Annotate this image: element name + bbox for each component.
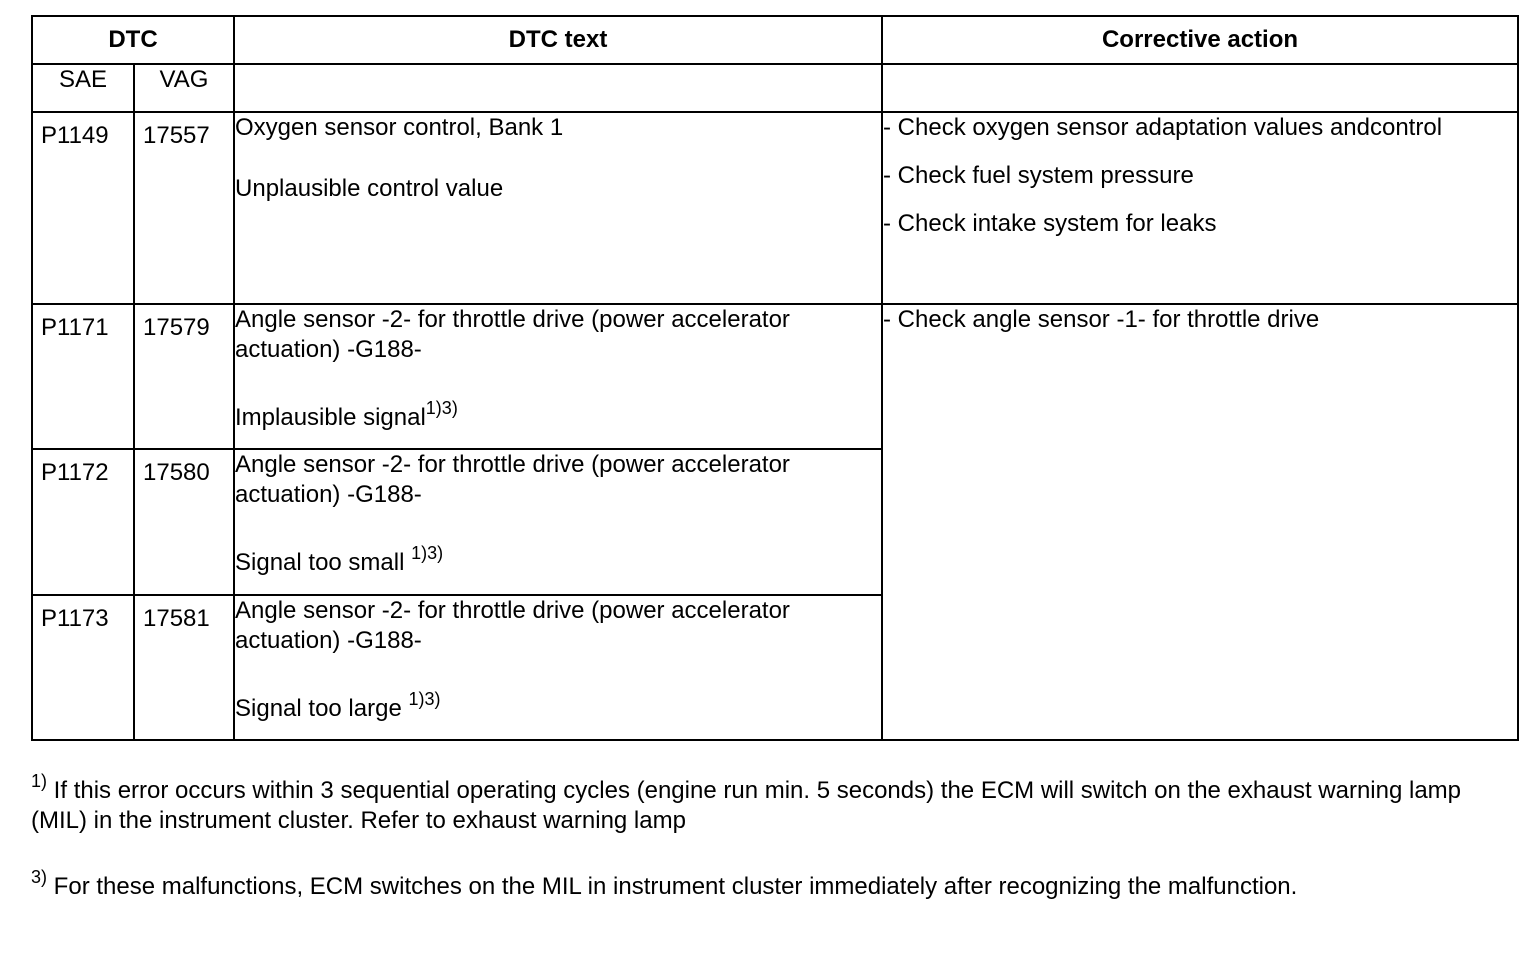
dtc-text-cell: [234, 595, 882, 740]
vag-cell: 17579: [134, 304, 234, 449]
sae-cell: P1173: [32, 595, 134, 740]
dtc-text-main: Angle sensor -2- for throttle drive (power accelerator actuation) -G188-: [235, 451, 790, 508]
footnotes: [31, 771, 1511, 902]
corrective-action-cell: [882, 304, 1518, 740]
vag-cell: 17580: [134, 449, 234, 595]
footnote-text: For these malfunctions, ECM switches on the MIL in instrument cluster immediately after recognizing the malfunction.: [47, 873, 1298, 900]
sae-cell: P1149: [32, 112, 134, 304]
dtc-text-cell: [234, 449, 882, 595]
footnote-mark: 3): [31, 867, 48, 887]
dtc-text-sub: Implausible signal$^{1)3)}$: [235, 398, 458, 431]
table-row: [32, 112, 1518, 304]
vag-cell: 17581: [134, 595, 234, 740]
vag-header: VAG: [134, 64, 234, 112]
action-item: - Check fuel system pressure: [883, 162, 1194, 189]
dtc-text-cell: [234, 112, 882, 304]
action-item: - Check intake system for leaks: [883, 210, 1217, 237]
footnote-mark: 1): [31, 771, 48, 791]
footnote-3: [31, 867, 1511, 902]
footnote-ref: 1)3): [408, 689, 441, 709]
empty-header-cell: [234, 64, 882, 112]
vag-cell: 17557: [134, 112, 234, 304]
dtc-text-main: Angle sensor -2- for throttle drive (power accelerator actuation) -G188-: [235, 597, 790, 654]
footnote-ref: 1)3): [411, 543, 444, 563]
table-subheader-row: [32, 64, 1518, 112]
footnote-1: [31, 771, 1511, 836]
dtc-text-main: Angle sensor -2- for throttle drive (power accelerator actuation) -G188-: [235, 306, 790, 363]
corrective-action-header: Corrective action: [882, 16, 1518, 64]
dtc-text-header: DTC text: [234, 16, 882, 64]
corrective-action-cell: [882, 112, 1518, 304]
dtc-table: [31, 15, 1519, 741]
sae-header: SAE: [32, 64, 134, 112]
dtc-text-cell: [234, 304, 882, 449]
dtc-header: DTC: [32, 16, 234, 64]
footnote-text: If this error occurs within 3 sequential operating cycles (engine run min. 5 seconds) the ECM will switch on the exhaust warning lamp (MIL) in the instrument cluster. Refer to exhaust warning lamp: [31, 777, 1462, 834]
table-header-row: [32, 16, 1518, 64]
dtc-text-sub: Signal too large $^{1)3)}$: [235, 689, 441, 722]
empty-header-cell: [882, 64, 1518, 112]
dtc-text-sub: Unplausible control value: [235, 175, 504, 202]
action-item: - Check oxygen sensor adaptation values andcontrol: [883, 114, 1443, 141]
table-row: [32, 304, 1518, 449]
action-item: - Check angle sensor -1- for throttle drive: [883, 306, 1320, 333]
dtc-text-sub: Signal too small $^{1)3)}$: [235, 543, 444, 576]
dtc-text-main: Oxygen sensor control, Bank 1: [235, 114, 564, 141]
sae-cell: P1171: [32, 304, 134, 449]
sae-cell: P1172: [32, 449, 134, 595]
footnote-ref: 1)3): [425, 398, 458, 418]
